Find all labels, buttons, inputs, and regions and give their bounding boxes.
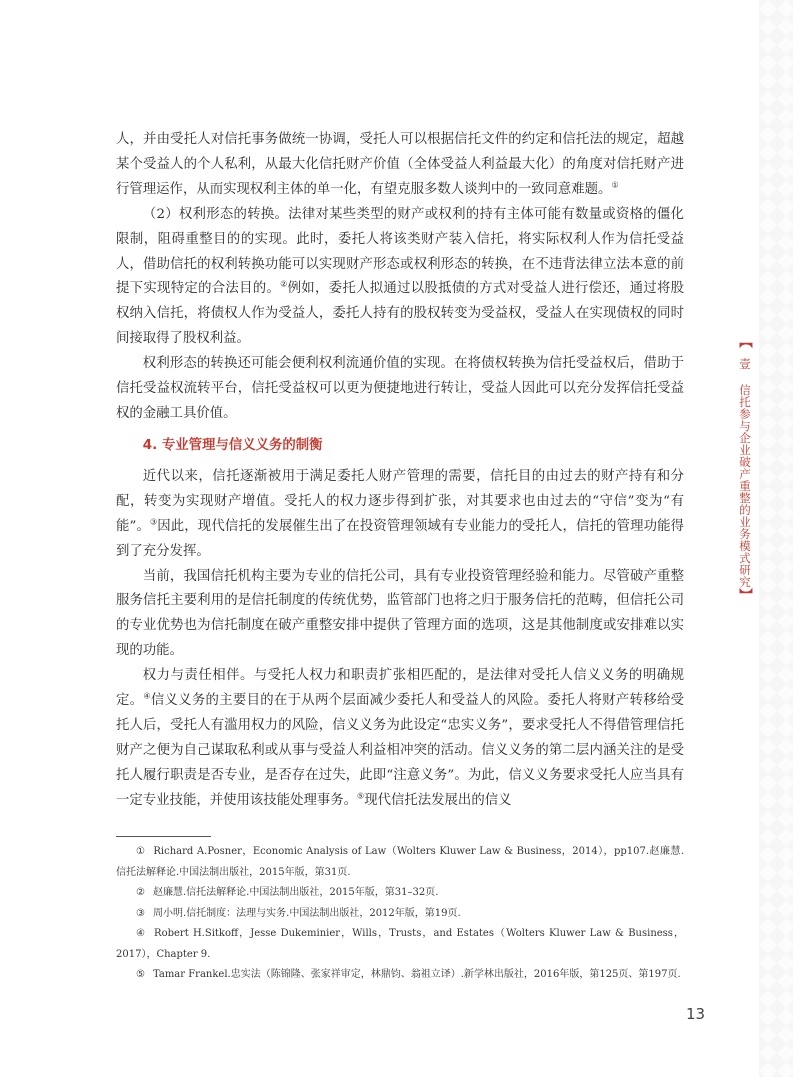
paragraph-text: 人，并由受托人对信托事务做统一协调，受托人可以根据信托文件的约定和信托法的规定，超越某个受益人的个人私利，从最大化信托财产价值（全体受益人利益最大化）的角度对信托财产进行管理运作，从而实现权利主体的单一化，有望克服多数人谈判中的一致同意难题。 <box>116 132 684 197</box>
page-number: 13 <box>686 1005 706 1023</box>
paragraph-trust-companies <box>116 565 684 665</box>
footnote-number: ② <box>136 887 145 898</box>
bracket-open: 【 <box>737 334 753 349</box>
footnote-item <box>116 883 684 904</box>
paragraph-text: 权利形态的转换还可能会便利权利流通价值的实现。在将债权转换为信托受益权后，借助于信托受益权流转平台，信托受益权可以更为便捷地进行转让，受益人因此可以充分发挥信托受益权的金融工具价值。 <box>116 356 684 421</box>
footnote-text: 周小明.信托制度：法理与实务.中国法制出版社，2012年版，第19页. <box>152 907 461 919</box>
paragraph-fiduciary-duty <box>116 664 684 813</box>
main-body-text <box>116 128 684 814</box>
paragraph-circulation-value <box>116 352 684 427</box>
footnotes <box>116 842 684 986</box>
paragraph-text: 当前，我国信托机构主要为专业的信托公司，具有专业投资管理经验和能力。尽管破产重整服务信托主要利用的是信托制度的传统优势，监管部门也将之归于服务信托的范畴，但信托公司的专业优势也为信托制度在破产重整安排中提供了管理方面的选项，这是其他制度或安排难以实现的功能。 <box>116 568 684 659</box>
chapter-title: 信托参与企业破产重整的业务模式研究 <box>738 384 752 588</box>
paragraph-text: 因此，现代信托的发展催生出了在投资管理领域有专业能力的受托人，信托的管理功能得到了充分发挥。 <box>116 518 684 559</box>
chapter-number: 壹 <box>739 357 751 371</box>
footnote-text: 赵廉慧.信托法解释论.中国法制出版社，2015年版，第31–32页. <box>152 887 439 898</box>
paragraph-text: 权力与责任相伴。与受托人权力和职责扩张相匹配的，是法律对受托人信义义务的明确规定。 <box>116 668 684 709</box>
footnote-item <box>116 924 684 965</box>
footnote-number: ③ <box>136 907 145 919</box>
footnote-ref[interactable]: ④ <box>143 691 151 701</box>
footnote-item <box>116 842 684 883</box>
footnote-divider <box>116 836 211 837</box>
footnote-item <box>116 965 684 986</box>
footnote-number: ① <box>136 846 146 857</box>
footnote-number: ④ <box>136 928 147 939</box>
paragraph-continued <box>116 128 684 203</box>
paragraph-text: 近代以来，信托逐渐被用于满足委托人财产管理的需要，信托目的由过去的财产持有和分配，转变为实现财产增值。受托人的权力逐步得到扩张，对其要求也由过去的“守信”变为“有能”。 <box>116 468 684 534</box>
footnote-number: ⑤ <box>136 969 145 980</box>
footnote-text: Robert H.Sitkoff，Jesse Dukeminier，Wills，Trusts，and Estates（Wolters Kluwer Law & Business，2017），Chapter 9. <box>116 928 685 960</box>
paragraph-text: 现代信托法发展出的信义 <box>364 792 512 808</box>
paragraph-text: （2）权利形态的转换。法律对某些类型的财产或权利的持有主体可能有数量或资格的僵化限制，阻碍重整目的的实现。此时，委托人将该类财产装入信托，将实际权利人作为信托受益人，借助信托的权利转换功能可以实现财产形态或权利形态的转换，在不违背法律立法本意的前提下实现特定的合法目的。 <box>116 206 684 297</box>
footnote-item <box>116 904 684 925</box>
footnote-ref[interactable]: ② <box>280 279 288 289</box>
paragraph-modern-trust <box>116 465 684 565</box>
footnote-text: Tamar Frankel.忠实法（陈锦隆、张家祥审定，林鼎钧、翁祖立译）.新学林出版社，2016年版，第125页、第197页. <box>152 969 681 980</box>
chapter-side-tab[interactable] <box>733 335 757 601</box>
paragraph-text: 信义义务的主要目的在于从两个层面减少委托人和受益人的风险。委托人将财产转移给受托人后，受托人有滥用权力的风险，信义义务为此设定“忠实义务”，要求受托人不得借管理信托财产之便为自己谋取私利或从事与受益人利益相冲突的活动。信义义务的第二层内涵关注的是受托人履行职责是否专业，是否存在过失，此即“注意义务”。为此，信义义务要求受托人应当具有一定专业技能，并使用该技能处理事务。 <box>116 693 685 808</box>
footnote-ref[interactable]: ① <box>611 180 619 190</box>
section-heading: 4. 专业管理与信义义务的制衡 <box>142 437 323 453</box>
footnote-ref[interactable]: ⑤ <box>357 791 365 801</box>
paragraph-text: 例如，委托人拟通过以股抵债的方式对受益人进行偿还，通过将股权纳入信托，将债权人作为受益人，委托人持有的股权转变为受益权，受益人在实现债权的同时间接取得了股权利益。 <box>116 281 685 347</box>
paragraph-rights-conversion <box>116 203 684 352</box>
bracket-close: 】 <box>737 587 753 602</box>
footnote-ref[interactable]: ③ <box>149 517 158 527</box>
decorative-edge-pattern <box>759 0 793 1077</box>
footnote-text: Richard A.Posner，Economic Analysis of Law（Wolters Kluwer Law & Business，2014），pp107.赵廉慧.信托法解释论.中国法制出版社，2015年版，第31页. <box>116 846 684 878</box>
